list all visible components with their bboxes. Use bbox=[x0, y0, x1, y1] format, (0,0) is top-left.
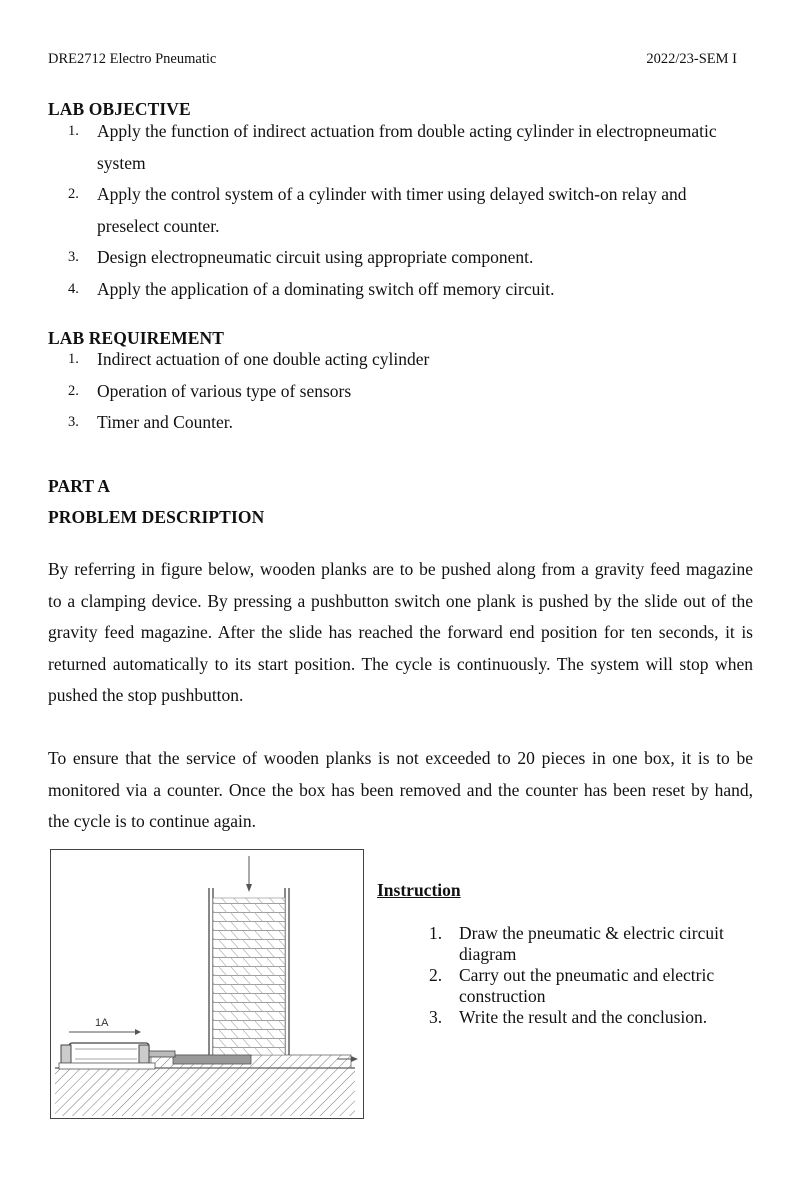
instruction-text: Draw the pneumatic & electric circuit bbox=[459, 923, 724, 943]
lab-requirement-title: LAB REQUIREMENT bbox=[48, 328, 225, 348]
instruction-number: 2. bbox=[429, 965, 443, 985]
objective-text: Apply the control system of a cylinder with timer using delayed switch-on relay and bbox=[97, 184, 687, 204]
instruction-number: 3. bbox=[429, 1007, 443, 1027]
paragraph-line: to a clamping device. By pressing a pushbutton switch one plank is pushed by the slide out of the bbox=[48, 590, 753, 611]
problem-description-title: PROBLEM DESCRIPTION bbox=[48, 507, 265, 527]
requirement-text: Indirect actuation of one double acting cylinder bbox=[97, 349, 430, 369]
objective-number: 4. bbox=[68, 281, 79, 297]
header-semester: 2022/23-SEM I bbox=[646, 51, 737, 67]
instruction-item bbox=[429, 923, 759, 964]
requirement-number: 3. bbox=[68, 414, 79, 430]
paragraph-line: returned automatically to its start position. The cycle is continuously. The system will stop when bbox=[48, 653, 753, 674]
objective-number: 1. bbox=[68, 123, 79, 139]
paragraph-line: pushed the stop pushbutton. bbox=[48, 685, 244, 705]
feed-arrow bbox=[246, 856, 252, 892]
objective-text: Apply the application of a dominating switch off memory circuit. bbox=[97, 279, 555, 299]
objective-text: Apply the function of indirect actuation from double acting cylinder in electropneumatic bbox=[97, 121, 717, 141]
paragraph-line: the cycle is to continue again. bbox=[48, 811, 256, 831]
paragraph-line: monitored via a counter. Once the box has been removed and the counter has been reset by hand, bbox=[48, 779, 753, 800]
slide-plate bbox=[173, 1055, 251, 1064]
problem-paragraph-1 bbox=[48, 554, 753, 712]
cylinder-label: 1A bbox=[95, 1017, 109, 1029]
instruction-text: Carry out the pneumatic and electric bbox=[459, 965, 715, 985]
paragraph-line: gravity feed magazine. After the slide has reached the forward end position for ten seconds, it is bbox=[48, 622, 753, 642]
instruction-item bbox=[429, 1007, 759, 1028]
requirement-text: Operation of various type of sensors bbox=[97, 381, 352, 401]
instruction-text: diagram bbox=[459, 943, 517, 964]
requirement-number: 1. bbox=[68, 351, 79, 367]
stroke-dimension bbox=[69, 1017, 141, 1035]
paragraph-line: To ensure that the service of wooden planks is not exceeded to 20 pieces in one box, it is to be bbox=[48, 748, 753, 768]
ground-base bbox=[55, 1068, 355, 1116]
lab-objective-title: LAB OBJECTIVE bbox=[48, 99, 191, 119]
requirement-text: Timer and Counter. bbox=[97, 412, 233, 432]
instruction-list bbox=[429, 923, 759, 1029]
objective-number: 2. bbox=[68, 186, 79, 202]
paragraph-line: By referring in figure below, wooden planks are to be pushed along from a gravity feed magazine bbox=[48, 559, 753, 579]
gravity-feed-magazine bbox=[209, 888, 289, 1055]
objective-text: preselect counter. bbox=[97, 215, 220, 236]
header-course: DRE2712 Electro Pneumatic bbox=[48, 51, 217, 67]
instruction-item bbox=[429, 965, 759, 1006]
instruction-number: 1. bbox=[429, 923, 443, 943]
plank-feed-drawing bbox=[51, 850, 362, 1117]
instruction-text: Write the result and the conclusion. bbox=[459, 1007, 708, 1027]
objective-number: 3. bbox=[68, 249, 79, 265]
instruction-title: Instruction bbox=[377, 880, 461, 900]
instruction-text: construction bbox=[459, 985, 546, 1006]
objective-text: system bbox=[97, 152, 146, 173]
requirement-number: 2. bbox=[68, 383, 79, 399]
problem-paragraph-2 bbox=[48, 743, 753, 838]
part-a-title: PART A bbox=[48, 476, 111, 496]
objective-text: Design electropneumatic circuit using appropriate component. bbox=[97, 247, 534, 267]
plank-feed-figure bbox=[50, 849, 364, 1119]
